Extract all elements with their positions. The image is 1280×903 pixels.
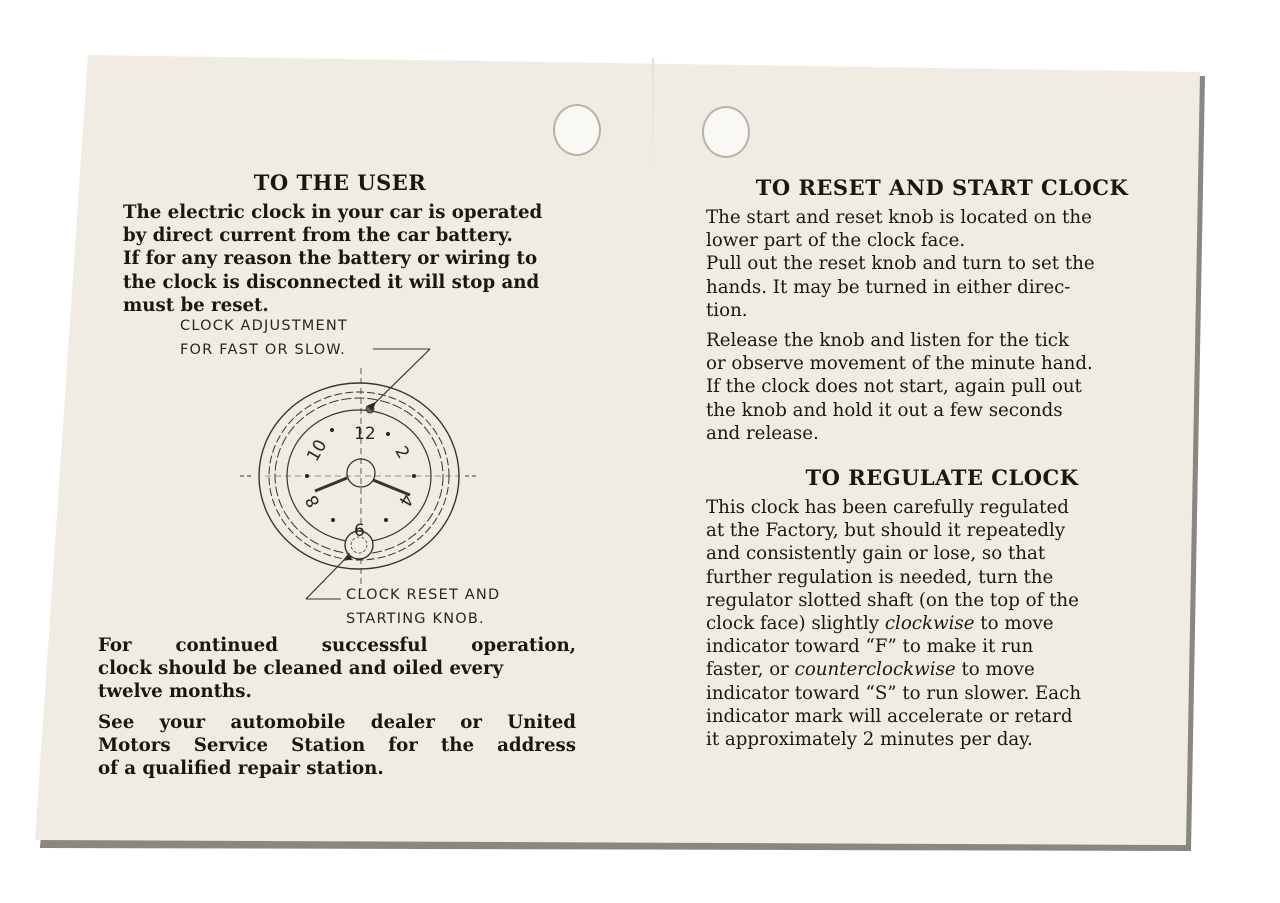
dial-number-8: 8 [301,491,325,511]
text-span: to move [955,659,1035,681]
text-span: clock face) slightly [706,613,885,635]
intro-paragraph [95,201,585,317]
heading-to-the-user: TO THE USER [253,170,427,195]
dial-number-6: 6 [354,521,365,541]
intro-line: the clock is disconnected it will stop and [123,271,540,293]
text-span: to move [974,613,1054,635]
regulate-line: and consistently gain or lose, so that [706,543,1046,565]
release-line: If the clock does not start, again pull out [706,376,1082,398]
intro-line: must be reset. [123,294,269,316]
label-line: CLOCK ADJUSTMENT [180,318,348,334]
heading-regulate: TO REGULATE CLOCK [805,465,1079,491]
intro-line: The electric clock in your car is operated [123,202,543,223]
service-line: Motors Service Station for the address [98,734,576,756]
reset-paragraph [706,206,1178,322]
regulate-line: it approximately 2 minutes per day. [706,729,1033,751]
regulate-line: This clock has been carefully regulated [706,497,1069,519]
maintenance-line: twelve months. [98,681,252,703]
dial-number-12: 12 [354,424,376,444]
reset-line: Pull out the reset knob and turn to set the [706,253,1095,275]
left-column [95,170,585,317]
intro-line: by direct current from the car battery. [123,225,513,247]
regulate-line: at the Factory, but should it repeatedly [706,520,1066,542]
label-line: FOR FAST OR SLOW. [180,342,346,358]
label-line: STARTING KNOB. [346,611,485,627]
punch-hole-left [553,104,601,156]
release-paragraph [706,329,1178,445]
regulate-line: regulator slotted shaft (on the top of the [706,589,1079,611]
emphasis-counterclockwise: counterclockwise [794,659,956,681]
reset-line: hands. It may be turned in either direc- [706,276,1071,298]
reset-line: tion. [706,299,748,321]
regulate-line: further regulation is needed, turn the [706,566,1054,588]
intro-line: If for any reason the battery or wiring to [123,248,538,270]
regulate-line [706,658,1178,681]
emphasis-clockwise: clockwise [884,613,975,635]
punch-hole-right [702,106,750,158]
service-line: of a qualified repair station. [98,758,384,780]
regulate-line: indicator mark will accelerate or retard [706,705,1073,727]
dial-number-2: 2 [390,443,414,463]
dial-number-4: 4 [394,490,417,510]
dial-number-10: 10 [303,436,332,466]
regulate-line: indicator toward “S” to run slower. Each [706,682,1082,704]
reset-line: lower part of the clock face. [706,230,966,252]
maintenance-line: For continued successful operation, [98,635,576,656]
heading-reset-start: TO RESET AND START CLOCK [755,175,1129,200]
release-line: and release. [706,422,819,444]
right-column [706,175,1178,751]
regulate-line [706,612,1178,635]
left-lower-column [98,634,576,780]
maintenance-paragraph [98,634,576,704]
maintenance-line: clock should be cleaned and oiled every [98,658,504,680]
text-span: faster, or [706,659,795,681]
release-line: the knob and hold it out a few seconds [706,399,1063,421]
label-line: CLOCK RESET AND [346,587,501,603]
release-line: or observe movement of the minute hand. [706,353,1093,375]
regulate-paragraph [706,496,1178,751]
service-line: See your automobile dealer or United [98,711,576,733]
clock-diagram-icon [170,310,550,630]
card-fold-line [652,58,654,178]
reset-line: The start and reset knob is located on the [706,207,1092,228]
regulate-line: indicator toward “F” to make it run [706,636,1034,658]
release-line: Release the knob and listen for the tick [706,330,1070,352]
service-paragraph [98,711,576,781]
